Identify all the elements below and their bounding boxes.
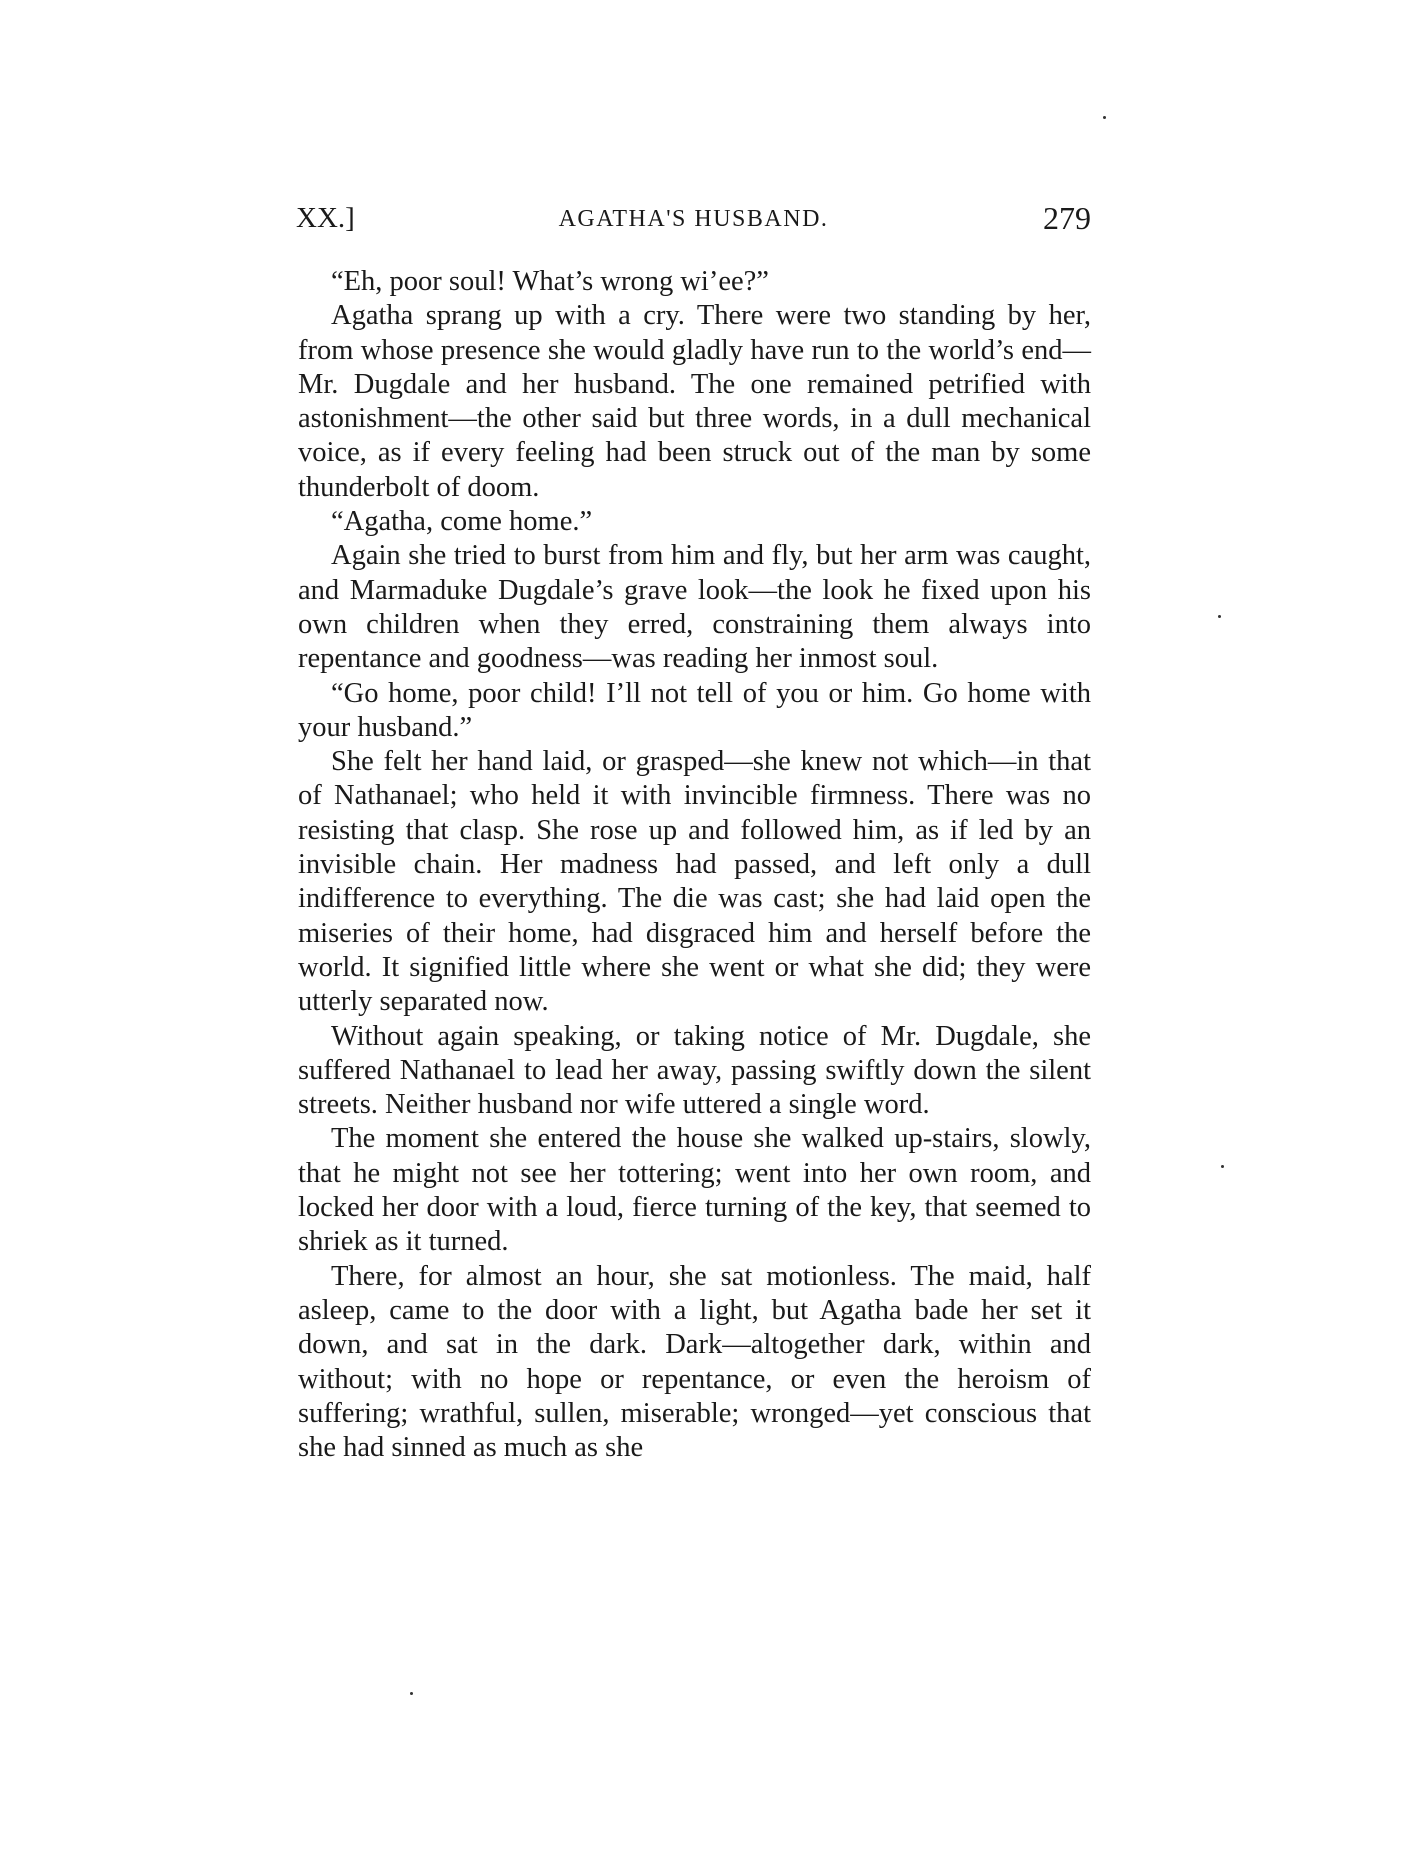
paragraph: “Go home, poor child! I’ll not tell of you or him. Go home with your husband.” <box>298 677 1091 743</box>
chapter-number: XX.] <box>296 202 355 234</box>
paragraph: Again she tried to burst from him and fly, but her arm was caught, and Marmaduke Dugdale’s grave look—the look he fixed upon his own children when they erred, constraining them always into repentance and goodness—was reading her inmost soul. <box>298 540 1091 675</box>
scan-speck <box>1103 116 1106 119</box>
running-title: AGATHA'S HUSBAND. <box>558 206 829 232</box>
paragraph: Agatha sprang up with a cry. There were two standing by her, from whose presence she would gladly have run to the world’s end—Mr. Dugdale and her husband. The one remained petrified with astonishment—the other said but three words, in a dull mechanical voice, as if every feeling had been struck out of the man by some thunderbolt of doom. <box>298 300 1091 503</box>
scan-speck <box>1221 1165 1224 1168</box>
paragraph: The moment she entered the house she walked up-stairs, slowly, that he might not see her tottering; went into her own room, and locked her door with a loud, fierce turning of the key, that seemed to shriek as it turned. <box>298 1123 1091 1258</box>
paragraph: “Agatha, come home.” <box>331 506 593 538</box>
scan-speck <box>410 1692 413 1695</box>
paragraph: She felt her hand laid, or grasped—she knew not which—in that of Nathanael; who held it with invincible firmness. There was no resisting that clasp. She rose up and followed him, as if led by an invisible chain. Her madness had passed, and left only a dull indifference to everything. The die was cast; she had laid open the miseries of their home, had disgraced him and herself before the world. It signified little where she went or what she did; they were utterly separated now. <box>298 746 1091 1018</box>
paragraph: There, for almost an hour, she sat motionless. The maid, half asleep, came to the door with a light, but Agatha bade her set it down, and sat in the dark. Dark—altogether dark, within and without; with no hope or repentance, or even the heroism of suffering; wrathful, sullen, miserable; wronged—yet conscious that she had sinned as much as she <box>298 1260 1091 1464</box>
running-header <box>296 202 1091 246</box>
body-text <box>298 265 1091 1465</box>
scan-speck <box>1218 615 1221 618</box>
page-number: 279 <box>1043 200 1091 236</box>
paragraph: Without again speaking, or taking notice of Mr. Dugdale, she suffered Nathanael to lead her away, passing swiftly down the silent streets. Neither husband nor wife uttered a single word. <box>298 1020 1091 1121</box>
paragraph: “Eh, poor soul! What’s wrong wi’ee?” <box>331 266 769 297</box>
